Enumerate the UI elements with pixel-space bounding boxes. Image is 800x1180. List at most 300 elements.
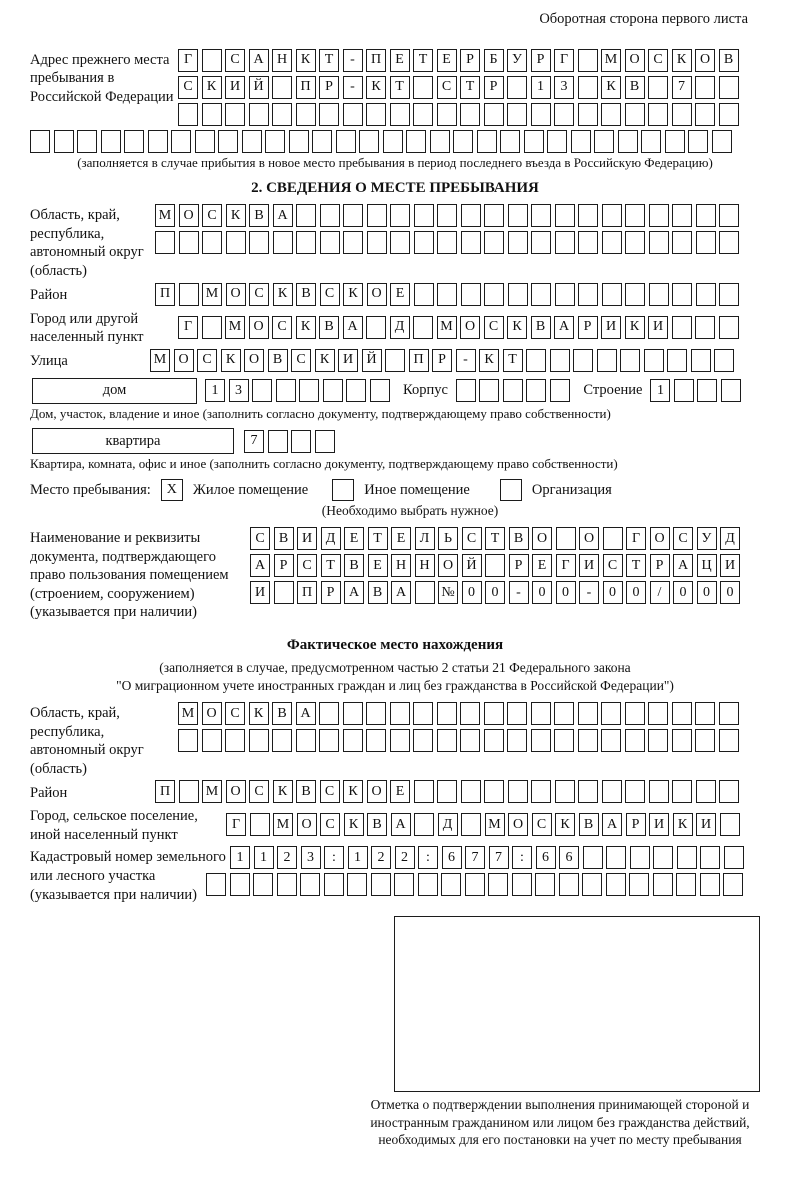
- char-cell[interactable]: /: [650, 581, 670, 604]
- char-cell[interactable]: [371, 873, 391, 896]
- char-cell[interactable]: [653, 873, 673, 896]
- char-cell[interactable]: [721, 379, 741, 402]
- char-cell[interactable]: [195, 130, 215, 153]
- char-cell[interactable]: [696, 283, 716, 306]
- char-cell[interactable]: Ц: [697, 554, 717, 577]
- char-cell[interactable]: О: [695, 49, 715, 72]
- char-cell[interactable]: [550, 379, 570, 402]
- char-cell[interactable]: А: [602, 813, 622, 836]
- char-cell[interactable]: А: [391, 813, 411, 836]
- char-cell[interactable]: [719, 76, 739, 99]
- char-cell[interactable]: [724, 846, 744, 869]
- char-cell[interactable]: [484, 729, 504, 752]
- char-cell[interactable]: [249, 729, 269, 752]
- char-cell[interactable]: В: [274, 527, 294, 550]
- char-cell[interactable]: Т: [485, 527, 505, 550]
- char-cell[interactable]: [508, 231, 528, 254]
- char-cell[interactable]: М: [202, 283, 222, 306]
- char-cell[interactable]: [390, 702, 410, 725]
- char-cell[interactable]: Е: [437, 49, 457, 72]
- char-cell[interactable]: 2: [371, 846, 391, 869]
- char-cell[interactable]: [602, 780, 622, 803]
- char-cell[interactable]: [508, 283, 528, 306]
- char-cell[interactable]: [390, 729, 410, 752]
- char-cell[interactable]: О: [460, 316, 480, 339]
- char-cell[interactable]: Н: [415, 554, 435, 577]
- char-cell[interactable]: [720, 813, 740, 836]
- char-cell[interactable]: [578, 76, 598, 99]
- char-cell[interactable]: У: [697, 527, 717, 550]
- char-cell[interactable]: [461, 813, 481, 836]
- char-cell[interactable]: [649, 283, 669, 306]
- char-cell[interactable]: С: [250, 527, 270, 550]
- char-cell[interactable]: [296, 204, 316, 227]
- char-cell[interactable]: Е: [390, 780, 410, 803]
- char-cell[interactable]: Р: [531, 49, 551, 72]
- checkbox-inoe-pomeshchenie[interactable]: [332, 479, 354, 501]
- char-cell[interactable]: [531, 103, 551, 126]
- char-cell[interactable]: Г: [556, 554, 576, 577]
- char-cell[interactable]: [672, 103, 692, 126]
- char-cell[interactable]: [507, 103, 527, 126]
- char-cell[interactable]: 0: [720, 581, 740, 604]
- char-cell[interactable]: [578, 729, 598, 752]
- char-cell[interactable]: [178, 103, 198, 126]
- char-cell[interactable]: [641, 130, 661, 153]
- char-cell[interactable]: Т: [460, 76, 480, 99]
- char-cell[interactable]: С: [197, 349, 217, 372]
- char-cell[interactable]: [413, 103, 433, 126]
- char-cell[interactable]: -: [343, 76, 363, 99]
- char-cell[interactable]: Д: [720, 527, 740, 550]
- char-cell[interactable]: В: [268, 349, 288, 372]
- char-cell[interactable]: [597, 349, 617, 372]
- char-cell[interactable]: [312, 130, 332, 153]
- char-cell[interactable]: [625, 231, 645, 254]
- char-cell[interactable]: 3: [229, 379, 249, 402]
- char-cell[interactable]: [370, 379, 390, 402]
- char-cell[interactable]: [531, 204, 551, 227]
- char-cell[interactable]: Л: [415, 527, 435, 550]
- char-cell[interactable]: [477, 130, 497, 153]
- char-cell[interactable]: [253, 873, 273, 896]
- char-cell[interactable]: [202, 729, 222, 752]
- char-cell[interactable]: [667, 349, 687, 372]
- char-cell[interactable]: С: [648, 49, 668, 72]
- char-cell[interactable]: К: [273, 283, 293, 306]
- char-cell[interactable]: О: [625, 49, 645, 72]
- char-cell[interactable]: [324, 873, 344, 896]
- char-cell[interactable]: О: [438, 554, 458, 577]
- char-cell[interactable]: [30, 130, 50, 153]
- char-cell[interactable]: С: [603, 554, 623, 577]
- char-cell[interactable]: [366, 702, 386, 725]
- char-cell[interactable]: У: [507, 49, 527, 72]
- char-cell[interactable]: П: [366, 49, 386, 72]
- char-cell[interactable]: [299, 379, 319, 402]
- char-cell[interactable]: 1: [254, 846, 274, 869]
- char-cell[interactable]: [526, 379, 546, 402]
- char-cell[interactable]: С: [291, 349, 311, 372]
- char-cell[interactable]: [441, 873, 461, 896]
- char-cell[interactable]: [418, 873, 438, 896]
- char-cell[interactable]: [547, 130, 567, 153]
- char-cell[interactable]: [625, 283, 645, 306]
- char-cell[interactable]: [719, 204, 739, 227]
- char-cell[interactable]: [696, 780, 716, 803]
- char-cell[interactable]: [272, 729, 292, 752]
- char-cell[interactable]: :: [512, 846, 532, 869]
- char-cell[interactable]: [249, 103, 269, 126]
- char-cell[interactable]: [414, 231, 434, 254]
- char-cell[interactable]: [507, 702, 527, 725]
- char-cell[interactable]: Т: [390, 76, 410, 99]
- char-cell[interactable]: М: [178, 702, 198, 725]
- char-cell[interactable]: [700, 873, 720, 896]
- char-cell[interactable]: [507, 729, 527, 752]
- char-cell[interactable]: [296, 103, 316, 126]
- char-cell[interactable]: 6: [442, 846, 462, 869]
- char-cell[interactable]: Й: [462, 554, 482, 577]
- char-cell[interactable]: С: [249, 780, 269, 803]
- char-cell[interactable]: [336, 130, 356, 153]
- char-cell[interactable]: [653, 846, 673, 869]
- char-cell[interactable]: И: [720, 554, 740, 577]
- char-cell[interactable]: [101, 130, 121, 153]
- char-cell[interactable]: [648, 702, 668, 725]
- char-cell[interactable]: Е: [390, 283, 410, 306]
- char-cell[interactable]: А: [249, 49, 269, 72]
- char-cell[interactable]: [606, 873, 626, 896]
- char-cell[interactable]: [230, 873, 250, 896]
- checkbox-zhiloe-pomeshchenie[interactable]: X: [161, 479, 183, 501]
- char-cell[interactable]: [320, 204, 340, 227]
- char-cell[interactable]: [202, 49, 222, 72]
- char-cell[interactable]: [296, 231, 316, 254]
- char-cell[interactable]: [343, 103, 363, 126]
- char-cell[interactable]: [555, 780, 575, 803]
- char-cell[interactable]: [465, 873, 485, 896]
- char-cell[interactable]: Г: [226, 813, 246, 836]
- char-cell[interactable]: О: [226, 283, 246, 306]
- char-cell[interactable]: С: [272, 316, 292, 339]
- char-cell[interactable]: [385, 349, 405, 372]
- char-cell[interactable]: [625, 702, 645, 725]
- char-cell[interactable]: П: [297, 581, 317, 604]
- char-cell[interactable]: [413, 76, 433, 99]
- char-cell[interactable]: Т: [503, 349, 523, 372]
- char-cell[interactable]: Г: [178, 316, 198, 339]
- char-cell[interactable]: О: [179, 204, 199, 227]
- char-cell[interactable]: 6: [559, 846, 579, 869]
- char-cell[interactable]: [531, 729, 551, 752]
- char-cell[interactable]: [343, 729, 363, 752]
- char-cell[interactable]: [179, 780, 199, 803]
- char-cell[interactable]: К: [202, 76, 222, 99]
- char-cell[interactable]: [672, 231, 692, 254]
- char-cell[interactable]: [559, 873, 579, 896]
- char-cell[interactable]: [484, 283, 504, 306]
- char-cell[interactable]: Е: [532, 554, 552, 577]
- char-cell[interactable]: [550, 349, 570, 372]
- char-cell[interactable]: С: [320, 283, 340, 306]
- char-cell[interactable]: [347, 873, 367, 896]
- char-cell[interactable]: [696, 231, 716, 254]
- char-cell[interactable]: №: [438, 581, 458, 604]
- char-cell[interactable]: [672, 316, 692, 339]
- char-cell[interactable]: [606, 846, 626, 869]
- char-cell[interactable]: [323, 379, 343, 402]
- char-cell[interactable]: [461, 231, 481, 254]
- char-cell[interactable]: М: [273, 813, 293, 836]
- char-cell[interactable]: Т: [626, 554, 646, 577]
- char-cell[interactable]: И: [225, 76, 245, 99]
- char-cell[interactable]: -: [343, 49, 363, 72]
- char-cell[interactable]: [414, 780, 434, 803]
- char-cell[interactable]: [437, 702, 457, 725]
- char-cell[interactable]: [485, 554, 505, 577]
- char-cell[interactable]: О: [508, 813, 528, 836]
- char-cell[interactable]: О: [202, 702, 222, 725]
- char-cell[interactable]: [723, 873, 743, 896]
- char-cell[interactable]: К: [273, 780, 293, 803]
- char-cell[interactable]: [672, 729, 692, 752]
- char-cell[interactable]: С: [532, 813, 552, 836]
- char-cell[interactable]: М: [202, 780, 222, 803]
- char-cell[interactable]: В: [509, 527, 529, 550]
- char-cell[interactable]: [672, 780, 692, 803]
- char-cell[interactable]: [437, 204, 457, 227]
- char-cell[interactable]: О: [367, 283, 387, 306]
- char-cell[interactable]: С: [320, 813, 340, 836]
- char-cell[interactable]: К: [344, 813, 364, 836]
- char-cell[interactable]: [484, 204, 504, 227]
- char-cell[interactable]: -: [579, 581, 599, 604]
- char-cell[interactable]: [390, 204, 410, 227]
- char-cell[interactable]: [430, 130, 450, 153]
- char-cell[interactable]: [672, 204, 692, 227]
- char-cell[interactable]: [178, 729, 198, 752]
- char-cell[interactable]: Т: [413, 49, 433, 72]
- char-cell[interactable]: К: [249, 702, 269, 725]
- char-cell[interactable]: [554, 702, 574, 725]
- char-cell[interactable]: [531, 231, 551, 254]
- char-cell[interactable]: Т: [368, 527, 388, 550]
- char-cell[interactable]: К: [343, 780, 363, 803]
- char-cell[interactable]: [319, 702, 339, 725]
- char-cell[interactable]: Р: [274, 554, 294, 577]
- char-cell[interactable]: С: [462, 527, 482, 550]
- char-cell[interactable]: 1: [531, 76, 551, 99]
- char-cell[interactable]: В: [344, 554, 364, 577]
- char-cell[interactable]: И: [579, 554, 599, 577]
- char-cell[interactable]: [77, 130, 97, 153]
- char-cell[interactable]: [359, 130, 379, 153]
- char-cell[interactable]: [289, 130, 309, 153]
- char-cell[interactable]: [346, 379, 366, 402]
- char-cell[interactable]: С: [225, 49, 245, 72]
- char-cell[interactable]: Б: [484, 49, 504, 72]
- char-cell[interactable]: М: [485, 813, 505, 836]
- char-cell[interactable]: [695, 702, 715, 725]
- char-cell[interactable]: [719, 283, 739, 306]
- char-cell[interactable]: [319, 103, 339, 126]
- char-cell[interactable]: [437, 103, 457, 126]
- char-cell[interactable]: И: [696, 813, 716, 836]
- char-cell[interactable]: [367, 204, 387, 227]
- char-cell[interactable]: [343, 231, 363, 254]
- char-cell[interactable]: [437, 729, 457, 752]
- char-cell[interactable]: [276, 379, 296, 402]
- char-cell[interactable]: К: [601, 76, 621, 99]
- char-cell[interactable]: В: [249, 204, 269, 227]
- char-cell[interactable]: С: [484, 316, 504, 339]
- char-cell[interactable]: К: [555, 813, 575, 836]
- char-cell[interactable]: В: [367, 813, 387, 836]
- char-cell[interactable]: [488, 873, 508, 896]
- char-cell[interactable]: М: [150, 349, 170, 372]
- char-cell[interactable]: [155, 231, 175, 254]
- char-cell[interactable]: [691, 349, 711, 372]
- char-cell[interactable]: [300, 873, 320, 896]
- char-cell[interactable]: Р: [509, 554, 529, 577]
- char-cell[interactable]: [625, 103, 645, 126]
- char-cell[interactable]: [578, 283, 598, 306]
- char-cell[interactable]: [677, 846, 697, 869]
- char-cell[interactable]: [366, 729, 386, 752]
- char-cell[interactable]: Д: [438, 813, 458, 836]
- char-cell[interactable]: 1: [230, 846, 250, 869]
- char-cell[interactable]: Р: [650, 554, 670, 577]
- char-cell[interactable]: Н: [391, 554, 411, 577]
- char-cell[interactable]: С: [673, 527, 693, 550]
- char-cell[interactable]: М: [225, 316, 245, 339]
- char-cell[interactable]: 0: [462, 581, 482, 604]
- char-cell[interactable]: С: [437, 76, 457, 99]
- char-cell[interactable]: [456, 379, 476, 402]
- char-cell[interactable]: [695, 103, 715, 126]
- char-cell[interactable]: В: [319, 316, 339, 339]
- char-cell[interactable]: [648, 103, 668, 126]
- char-cell[interactable]: [719, 729, 739, 752]
- char-cell[interactable]: [629, 873, 649, 896]
- char-cell[interactable]: [272, 103, 292, 126]
- char-cell[interactable]: [719, 231, 739, 254]
- char-cell[interactable]: К: [672, 49, 692, 72]
- char-cell[interactable]: [460, 103, 480, 126]
- char-cell[interactable]: И: [250, 581, 270, 604]
- char-cell[interactable]: [273, 231, 293, 254]
- char-cell[interactable]: 1: [348, 846, 368, 869]
- char-cell[interactable]: 3: [301, 846, 321, 869]
- char-cell[interactable]: Й: [362, 349, 382, 372]
- char-cell[interactable]: К: [366, 76, 386, 99]
- char-cell[interactable]: В: [296, 780, 316, 803]
- char-cell[interactable]: :: [324, 846, 344, 869]
- char-cell[interactable]: Г: [626, 527, 646, 550]
- char-cell[interactable]: [555, 204, 575, 227]
- char-cell[interactable]: [249, 231, 269, 254]
- char-cell[interactable]: А: [344, 581, 364, 604]
- char-cell[interactable]: [649, 231, 669, 254]
- char-cell[interactable]: Р: [484, 76, 504, 99]
- char-cell[interactable]: К: [296, 49, 316, 72]
- char-cell[interactable]: [272, 76, 292, 99]
- char-cell[interactable]: В: [579, 813, 599, 836]
- char-cell[interactable]: [644, 349, 664, 372]
- char-cell[interactable]: 0: [626, 581, 646, 604]
- char-cell[interactable]: [674, 379, 694, 402]
- char-cell[interactable]: [649, 204, 669, 227]
- char-cell[interactable]: [602, 231, 622, 254]
- char-cell[interactable]: Д: [321, 527, 341, 550]
- char-cell[interactable]: А: [554, 316, 574, 339]
- char-cell[interactable]: [578, 231, 598, 254]
- char-cell[interactable]: [171, 130, 191, 153]
- char-cell[interactable]: 1: [650, 379, 670, 402]
- char-cell[interactable]: К: [673, 813, 693, 836]
- char-cell[interactable]: А: [250, 554, 270, 577]
- char-cell[interactable]: [202, 231, 222, 254]
- char-cell[interactable]: [700, 846, 720, 869]
- char-cell[interactable]: [277, 873, 297, 896]
- char-cell[interactable]: [582, 873, 602, 896]
- char-cell[interactable]: [507, 76, 527, 99]
- char-cell[interactable]: 2: [395, 846, 415, 869]
- char-cell[interactable]: К: [343, 283, 363, 306]
- char-cell[interactable]: [484, 103, 504, 126]
- char-cell[interactable]: [383, 130, 403, 153]
- char-cell[interactable]: [554, 729, 574, 752]
- char-cell[interactable]: [250, 813, 270, 836]
- char-cell[interactable]: [512, 873, 532, 896]
- char-cell[interactable]: И: [648, 316, 668, 339]
- char-cell[interactable]: [618, 130, 638, 153]
- char-cell[interactable]: 0: [532, 581, 552, 604]
- char-cell[interactable]: [578, 49, 598, 72]
- char-cell[interactable]: [665, 130, 685, 153]
- char-cell[interactable]: [508, 204, 528, 227]
- char-cell[interactable]: П: [296, 76, 316, 99]
- char-cell[interactable]: [620, 349, 640, 372]
- char-cell[interactable]: 7: [672, 76, 692, 99]
- char-cell[interactable]: 1: [205, 379, 225, 402]
- char-cell[interactable]: [242, 130, 262, 153]
- char-cell[interactable]: [500, 130, 520, 153]
- char-cell[interactable]: [503, 379, 523, 402]
- char-cell[interactable]: [554, 103, 574, 126]
- char-cell[interactable]: [415, 581, 435, 604]
- char-cell[interactable]: Р: [460, 49, 480, 72]
- char-cell[interactable]: К: [296, 316, 316, 339]
- char-cell[interactable]: М: [601, 49, 621, 72]
- char-cell[interactable]: [648, 76, 668, 99]
- char-cell[interactable]: 7: [489, 846, 509, 869]
- char-cell[interactable]: [414, 204, 434, 227]
- char-cell[interactable]: [437, 283, 457, 306]
- char-cell[interactable]: [226, 231, 246, 254]
- char-cell[interactable]: [714, 349, 734, 372]
- char-cell[interactable]: Р: [578, 316, 598, 339]
- char-cell[interactable]: П: [155, 780, 175, 803]
- char-cell[interactable]: [414, 813, 434, 836]
- char-cell[interactable]: [712, 130, 732, 153]
- char-cell[interactable]: Г: [178, 49, 198, 72]
- char-cell[interactable]: -: [456, 349, 476, 372]
- char-cell[interactable]: И: [601, 316, 621, 339]
- char-cell[interactable]: В: [272, 702, 292, 725]
- char-cell[interactable]: [315, 430, 335, 453]
